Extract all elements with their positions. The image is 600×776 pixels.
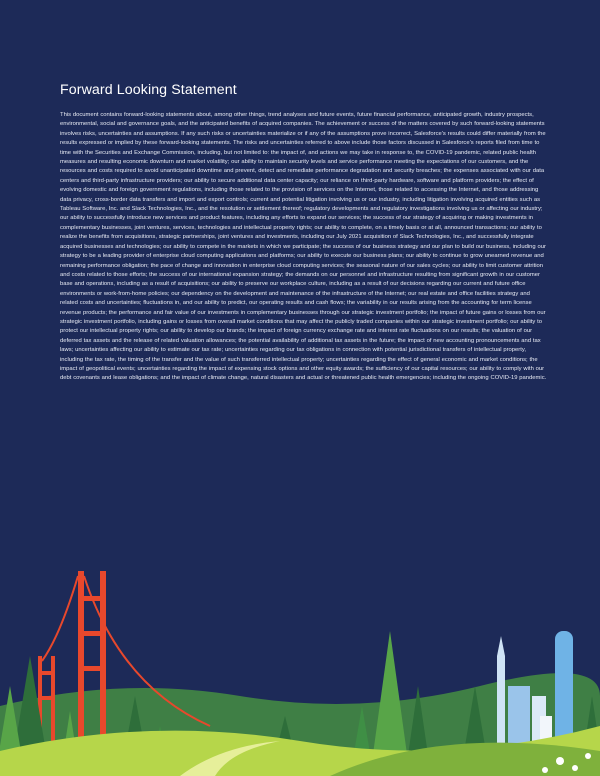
landscape-illustration: [0, 536, 600, 776]
body-paragraph: This document contains forward-looking statements about, among other things, trend analyses and future events, future financial performance, anticipated growth, industry prospects, environmental, social and governance goals, and the anticipated benefits of acquired companies. The achievement or success of the matters covered by such forward-looking statements involves risks, uncertainties and assumptions. If any such risks or uncertainties materialize or if any of the assumptions prove incorrect, Salesforce’s results could differ materially from the results expressed or implied by these forward-looking statements. The risks and uncertainties referred to above include those factors discussed in Salesforce’s reports filed from time to time with the Securities and Exchange Commission, including, but not limited to: the impact of, and actions we may take in response to, the COVID-19 pandemic, related public health measures and resulting economic downturn and market volatility; our ability to maintain security levels and service performance meeting the expectations of our customers, and the resources and costs required to avoid unanticipated downtime and prevent, detect and remediate performance degradation and security breaches; the expenses associated with our data centers and third-party infrastructure providers; our ability to secure additional data center capacity; our reliance on third-party hardware, software and platform providers; the effect of evolving domestic and foreign government regulations, including those related to the provision of services on the Internet, those related to accessing the Internet, and those addressing data privacy, cross-border data transfers and import and export controls; current and potential litigation involving us or our industry, including litigation involving acquired entities such as Tableau Software, Inc. and Slack Technologies, Inc., and the resolution or settlement thereof; regulatory developments and regulatory investigations involving us or affecting our industry; our ability to successfully introduce new services and product features, including any efforts to expand our services; the success of our strategy of acquiring or making investments in complementary businesses, joint ventures, services, technologies and intellectual property rights; our ability to complete, on a timely basis or at all, announced transactions; our ability to realize the benefits from acquisitions, strategic partnerships, joint ventures and investments, including our July 2021 acquisition of Slack Technologies, Inc., and successfully integrate acquired businesses and technologies; our ability to compete in the markets in which we participate; the success of our business strategy and our plan to build our business, including our strategy to be a leading provider of enterprise cloud computing applications and platforms; our ability to execute our business plans; our ability to continue to grow unearned revenue and remaining performance obligation; the pace of change and innovation in enterprise cloud computing services; the seasonal nature of our sales cycles; our ability to limit customer attrition and costs related to those efforts; the success of our international expansion strategy; the demands on our personnel and infrastructure resulting from significant growth in our customer base and operations, including as a result of acquisitions; our ability to preserve our workplace culture, including as a result of our decisions regarding our current and future office environments or work-from-home policies; our dependency on the development and maintenance of the infrastructure of the Internet; our real estate and office facilities strategy and related costs and uncertainties; fluctuations in, and our ability to predict, our operating results and cash flows; the variability in our results arising from the accounting for term license revenue products; the performance and fair value of our investments in complementary businesses through our strategic investment portfolio; the impact of future gains or losses from our strategic investment portfolio, including gains or losses from overall market conditions that may affect the publicly traded companies within our strategic investment portfolio; our ability to protect our intellectual property rights; our ability to develop our brands; the impact of foreign currency exchange rate and interest rate fluctuations on our results; the valuation of our deferred tax assets and the release of related valuation allowances; the potential availability of additional tax assets in the future; the impact of new accounting pronouncements and tax laws; uncertainties affecting our ability to estimate our tax rate; uncertainties regarding our tax obligations in connection with potential jurisdictional transfers of intellectual property, including the tax rate, the timing of the transfer and the value of such transferred intellectual property; uncertainties regarding the effect of general economic and market conditions; the impact of geopolitical events; uncertainties regarding the impact of expensing stock options and other equity awards; the sufficiency of our capital resources; our ability to comply with our debt covenants and lease obligations; and the impact of climate change, natural disasters and actual or threatened public health emergencies; including the ongoing COVID-19 pandemic.: [60, 112, 547, 382]
page-title: Forward Looking Statement: [60, 82, 237, 98]
